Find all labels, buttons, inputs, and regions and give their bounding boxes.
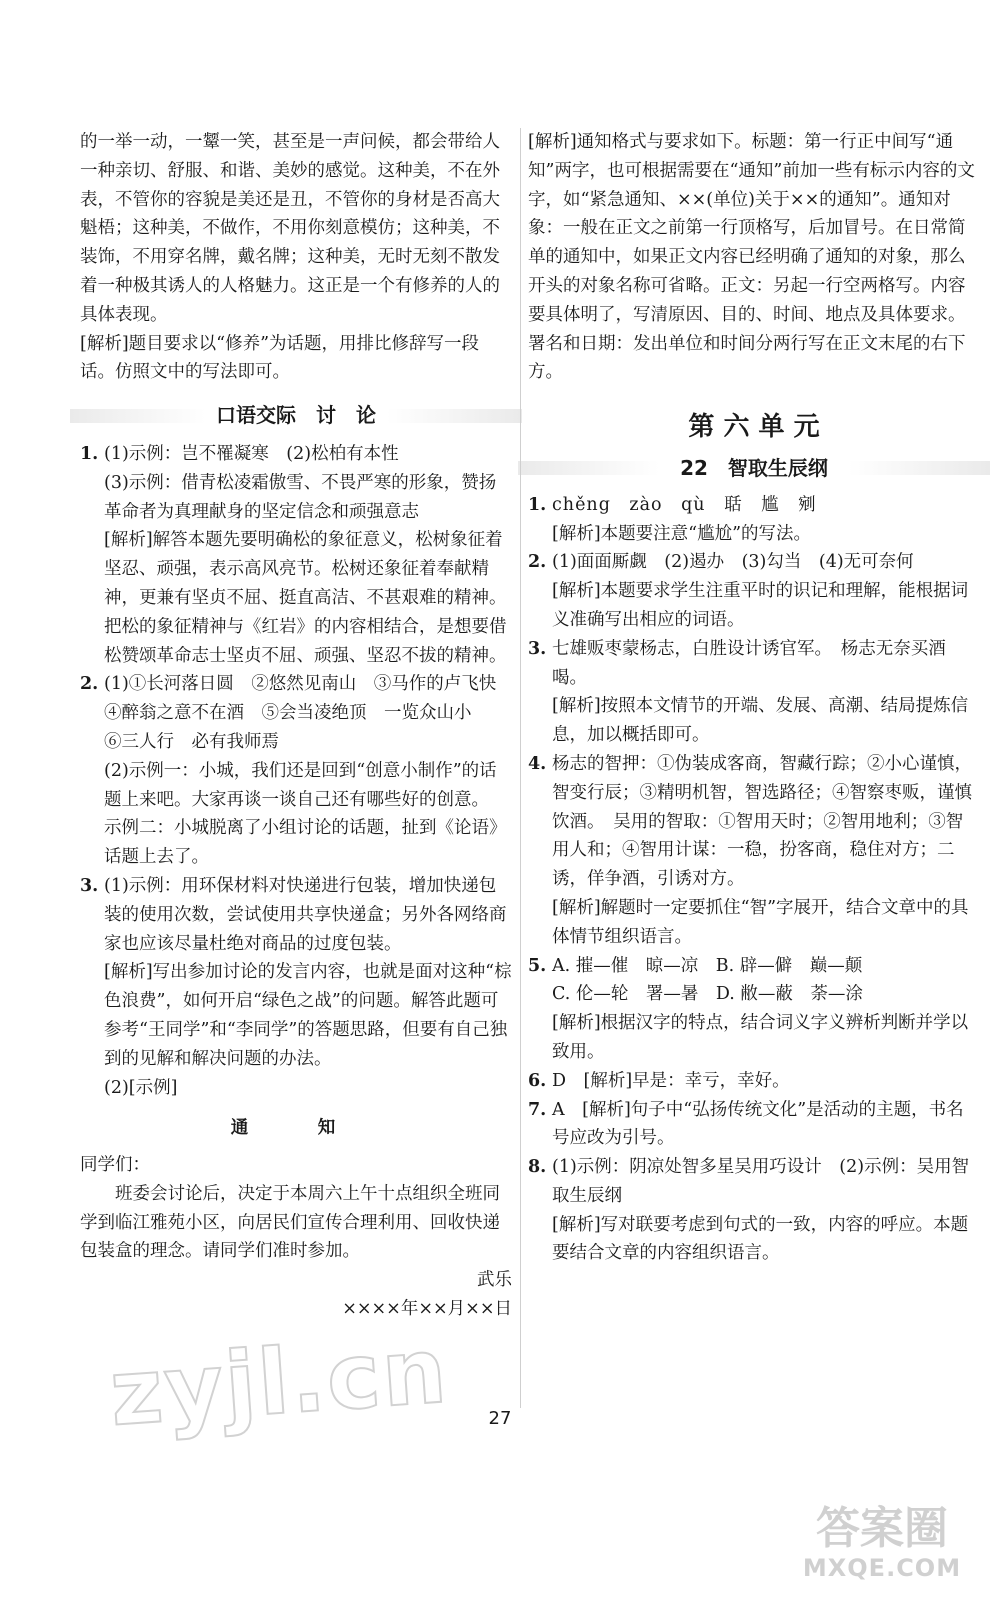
answer-line: A [解析]句子中“弘扬传统文化”是活动的主题，书名号应改为引号。 xyxy=(552,1099,964,1149)
question-number: 7. xyxy=(528,1099,547,1120)
answer-line: ⑥三人行 必有我师焉 xyxy=(104,731,279,752)
answer-line: (2)[示例] xyxy=(104,1077,178,1098)
question-number: 4. xyxy=(528,753,547,774)
answer-line: D [解析]早是：幸亏，幸好。 xyxy=(552,1070,790,1091)
question-number: 1. xyxy=(80,443,99,464)
notice-analysis: [解析]通知格式与要求如下。标题：第一行正中间写“通知”两字，也可根据需要在“通知”前加一些有标示内容的文字，如“紧急通知、××(单位)关于××的通知”。通知对象：一般在正文之前第一行顶格写，后加冒号。在日常简单的通知中，如果正文内容已经明确了通知的对象，那么开头的对象名称可省略。正文：另起一行空两格写。内容要具体明了，写清原因、目的、时间、地点及具体要求。署名和日期：发出单位和时间分两行写在正文末尾的右下方。 xyxy=(528,132,975,383)
lesson-question-1 xyxy=(528,491,980,549)
lesson-question-7 xyxy=(528,1096,980,1154)
question-number: 1. xyxy=(528,494,547,515)
analysis-line: [解析]写对联要考虑到句式的一致，内容的呼应。本题要结合文章的内容组织语言。 xyxy=(552,1214,969,1264)
lesson-title: 22 智取生辰纲 xyxy=(528,454,980,483)
answer-line: (2)示例一：小城，我们还是回到“创意小制作”的话题上来吧。大家再谈一谈自己还有哪些好的创意。 xyxy=(104,760,497,810)
question-2 xyxy=(80,670,512,872)
answer-line: C. 伦—轮 署—暑 D. 敝—蔽 荼—涂 xyxy=(552,984,863,1005)
question-number: 2. xyxy=(528,552,547,573)
analysis-line: [解析]写出参加讨论的发言内容，也就是面对这种“棕色浪费”，如何开启“绿色之战”的问题。解答此题可参考“王同学”和“李同学”的答题思路，但要有自己独到的见解和解决问题的办法。 xyxy=(104,962,512,1069)
notice-date: ××××年××月××日 xyxy=(342,1299,512,1320)
question-number: 2. xyxy=(80,674,99,695)
left-column xyxy=(80,128,512,1324)
unit-title: 第 六 单 元 xyxy=(688,412,820,443)
notice-greeting: 同学们： xyxy=(80,1155,150,1176)
answer-line: ④醉翁之意不在酒 ⑤会当凌绝顶 一览众山小 xyxy=(104,703,472,724)
question-number: 8. xyxy=(528,1157,547,1178)
answer-line: (1)①长河落日圆 ②悠然见南山 ③马作的卢飞快 xyxy=(104,674,497,695)
corner-watermark-logo: 答案圈 MXQE.COM xyxy=(802,1503,962,1582)
answer-line: 杨志的智押：①伪装成客商，智藏行踪；②小心谨慎，智变行辰；③精明机智，智选路径；④智察枣贩，谨慎饮酒。 吴用的智取：①智用天时；②智用地利；③智用人和；④智用计谋：一稳，扮客商，稳住对方；二诱，佯争酒，引诱对方。 xyxy=(552,753,972,890)
intro-analysis: [解析]题目要求以“修养”为话题，用排比修辞写一段话。仿照文中的写法即可。 xyxy=(80,333,480,383)
answer-line: 示例二：小城脱离了小组讨论的话题，扯到《论语》话题上去了。 xyxy=(104,818,507,868)
lesson-question-3 xyxy=(528,635,980,750)
analysis-line: [解析]解题时一定要抓住“智”字展开，结合文章中的具体情节组织语言。 xyxy=(552,897,969,947)
answer-line: chěng zào qù 聒 尴 剜 xyxy=(552,494,817,515)
answer-line: (3)示例：借青松凌霜傲雪、不畏严寒的形象，赞扬革命者为真理献身的坚定信念和顽强意志 xyxy=(104,472,497,522)
answer-line: 七雄贩枣蒙杨志，白胜设计诱官军。 杨志无奈买酒喝。 xyxy=(552,638,946,688)
question-number: 3. xyxy=(80,875,99,896)
lesson-question-8 xyxy=(528,1153,980,1268)
answer-line: (1)面面厮觑 (2)遏办 (3)勾当 (4)无可奈何 xyxy=(552,552,914,573)
watermark-logo: zyjl.cn xyxy=(106,1318,452,1447)
question-number: 3. xyxy=(528,638,547,659)
answer-line: (1)示例：用环保材料对快递进行包装，增加快递包装的使用次数，尝试使用共享快递盒；另外各网络商家也应该尽量杜绝对商品的过度包装。 xyxy=(104,875,507,954)
analysis-line: [解析]本题要注意“尴尬”的写法。 xyxy=(552,523,812,544)
section-title: 口语交际 讨 论 xyxy=(80,401,512,430)
right-column xyxy=(528,128,980,1268)
column-divider xyxy=(520,128,521,1408)
question-3 xyxy=(80,872,512,1102)
answer-line: (1)示例：阴凉处智多星吴用巧设计 (2)示例：吴用智取生辰纲 xyxy=(552,1157,970,1206)
analysis-line: [解析]根据汉字的特点，结合词义字义辨析判断并学以致用。 xyxy=(552,1013,969,1062)
answer-line: (1)示例：岂不罹凝寒 (2)松柏有本性 xyxy=(104,443,399,464)
notice xyxy=(80,1114,512,1324)
lesson-question-5 xyxy=(528,952,980,1067)
analysis-line: [解析]本题要求学生注重平时的识记和理解，能根据词义准确写出相应的词语。 xyxy=(552,581,969,630)
analysis-line: [解析]解答本题先要明确松的象征意义，松树象征着坚忍、顽强，表示高风亮节。松树还象征着奉献精神，更兼有坚贞不屈、挺直高洁、不甚艰难的精神。把松的象征精神与《红岩》的内容相结合，是想要借松赞颂革命志士坚贞不屈、顽强、坚忍不拔的精神。 xyxy=(104,530,507,666)
notice-signer: 武乐 xyxy=(477,1270,512,1291)
question-1 xyxy=(80,440,512,670)
lesson-question-4 xyxy=(528,750,980,952)
answer-line: A. 摧—催 晾—凉 B. 辟—僻 巅—颠 xyxy=(552,955,863,976)
intro-paragraph: 的一举一动，一颦一笑，甚至是一声问候，都会带给人一种亲切、舒服、和谐、美妙的感觉。这种美，不在外表，不管你的容貌是美还是丑，不管你的身材是否高大魁梧；这种美，不做作，不用你刻意模仿；这种美，不装饰，不用穿名牌，戴名牌；这种美，无时无刻不散发着一种极其诱人的人格魅力。这正是一个有修养的人的具体表现。 xyxy=(80,132,500,325)
page-number: 27 xyxy=(488,1408,512,1429)
notice-body: 班委会讨论后，决定于本周六上午十点组织全班同学到临江雅苑小区，向居民们宣传合理利用、回收快递包装盒的理念。请同学们准时参加。 xyxy=(80,1183,500,1262)
lesson-question-6 xyxy=(528,1067,980,1096)
question-number: 5. xyxy=(528,955,547,976)
notice-title: 通 知 xyxy=(230,1118,362,1139)
analysis-line: [解析]按照本文情节的开端、发展、高潮、结局提炼信息，加以概括即可。 xyxy=(552,696,969,746)
question-number: 6. xyxy=(528,1070,547,1091)
lesson-question-2 xyxy=(528,548,980,634)
